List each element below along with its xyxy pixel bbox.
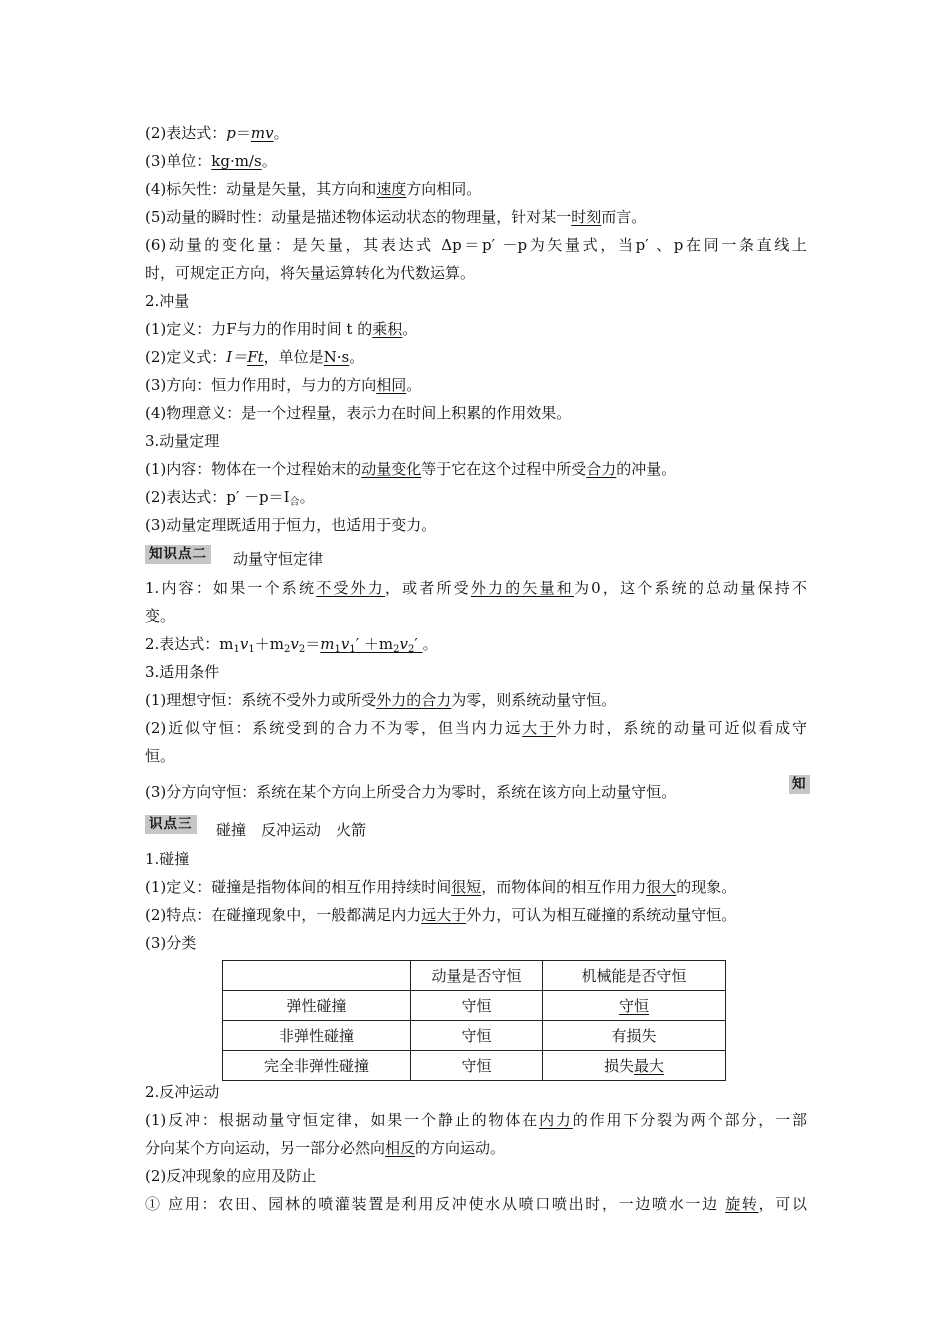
recoil-application-item bbox=[145, 1194, 807, 1214]
momentum-vector-nature bbox=[145, 179, 481, 199]
text: 的冲量。 bbox=[616, 460, 677, 478]
text: 方向相同。 bbox=[406, 180, 482, 198]
item-label: (2)表达式： bbox=[145, 124, 227, 142]
table-cell: 非弹性碰撞 bbox=[223, 1021, 411, 1051]
text: 。 bbox=[299, 488, 315, 506]
subscript: 合 bbox=[289, 497, 300, 508]
var: v bbox=[340, 635, 350, 653]
table-header-cell: 动量是否守恒 bbox=[411, 961, 543, 991]
answer-blank: mv bbox=[250, 124, 274, 142]
table-row bbox=[223, 1021, 726, 1051]
subscript: 2 bbox=[284, 644, 291, 655]
text: (3)方向：恒力作用时，与力的方向 bbox=[145, 376, 377, 394]
answer-blank: 守恒 bbox=[618, 997, 649, 1015]
text: 为零，则系统动量守恒。 bbox=[451, 691, 617, 709]
text: 的作用下分裂为两个部分，一部 bbox=[572, 1111, 807, 1129]
text: 为0，这个系统的总动量保持不 bbox=[574, 579, 807, 597]
subscript: 1 bbox=[233, 644, 240, 655]
recoil-applications: (2)反冲现象的应用及防止 bbox=[145, 1167, 317, 1185]
section-badge-part1: 知 bbox=[789, 775, 810, 794]
table-cell: 完全非弹性碰撞 bbox=[223, 1051, 411, 1081]
text: 。 bbox=[402, 320, 418, 338]
collision-heading: 1.碰撞 bbox=[145, 850, 190, 868]
text: 分向某个方向运动，另一部分必然向 bbox=[145, 1139, 386, 1157]
text: (2)特点：在碰撞现象中，一般都满足内力 bbox=[145, 906, 422, 924]
answer-blank: 外力的合力 bbox=[376, 691, 452, 709]
recoil-definition-line2 bbox=[145, 1138, 505, 1158]
text: (1)反冲：根据动量守恒定律，如果一个静止的物体在 bbox=[145, 1111, 540, 1129]
conservation-expression bbox=[145, 634, 438, 654]
table-cell: 守恒 bbox=[411, 1051, 543, 1081]
formula: I＝ bbox=[226, 348, 248, 366]
text: ，可以 bbox=[758, 1195, 807, 1213]
answer-blank: 最大 bbox=[634, 1057, 665, 1075]
section-badge: 知识点二 bbox=[145, 545, 211, 564]
table-cell bbox=[543, 1051, 726, 1081]
collision-classify: (3)分类 bbox=[145, 934, 197, 952]
period: 。 bbox=[422, 635, 438, 653]
impulse-direction bbox=[145, 375, 421, 395]
theorem-heading: 3.动量定理 bbox=[145, 432, 220, 450]
answer-blank: 时刻 bbox=[571, 208, 602, 226]
conservation-content-line1 bbox=[145, 578, 807, 598]
text: (4)标矢性：动量是矢量，其方向和 bbox=[145, 180, 377, 198]
formula-symbol: p bbox=[226, 124, 236, 142]
subscript: 1 bbox=[248, 644, 255, 655]
answer-blank bbox=[320, 635, 422, 653]
text: (2)表达式：p′ －p＝I bbox=[145, 488, 290, 506]
table-header-cell: 机械能是否守恒 bbox=[543, 961, 726, 991]
answer-blank: 合力 bbox=[586, 460, 617, 478]
answer-blank: N·s bbox=[323, 348, 350, 366]
condition-directional: (3)分方向守恒：系统在某个方向上所受合力为零时，系统在该方向上动量守恒。 bbox=[145, 783, 677, 801]
text: (1)理想守恒：系统不受外力或所受 bbox=[145, 691, 377, 709]
text: 而言。 bbox=[601, 208, 647, 226]
conditions-heading: 3.适用条件 bbox=[145, 663, 220, 681]
subscript: 2 bbox=[298, 644, 306, 655]
section-title: 动量守恒定律 bbox=[233, 550, 324, 568]
text: ＝ bbox=[305, 635, 321, 653]
table-row bbox=[223, 991, 726, 1021]
text: 2.表达式：m bbox=[145, 635, 234, 653]
collision-table bbox=[222, 960, 726, 1081]
subscript: 1 bbox=[334, 644, 341, 655]
period: 。 bbox=[273, 124, 289, 142]
answer-blank: 很大 bbox=[646, 878, 677, 896]
impulse-formula bbox=[145, 347, 364, 367]
table-row bbox=[223, 1051, 726, 1081]
impulse-definition bbox=[145, 319, 417, 339]
text: ′ ＋m bbox=[355, 635, 394, 653]
answer-blank: 很短 bbox=[451, 878, 482, 896]
table-cell: 弹性碰撞 bbox=[223, 991, 411, 1021]
answer-blank: 相反 bbox=[385, 1139, 416, 1157]
text: 。 bbox=[406, 376, 422, 394]
text: ，或者所受 bbox=[384, 579, 471, 597]
text: 的方向运动。 bbox=[415, 1139, 506, 1157]
text: 1.内容：如果一个系统 bbox=[145, 579, 317, 597]
momentum-change-line2: 时，可规定正方向，将矢量运算转化为代数运算。 bbox=[145, 264, 476, 282]
var: v bbox=[290, 635, 299, 653]
answer-blank: 内力 bbox=[539, 1111, 573, 1129]
text: ，而物体间的相互作用力 bbox=[481, 878, 647, 896]
text: (1)定义：力F与力的作用时间 t 的 bbox=[145, 320, 373, 338]
subscript: 2 bbox=[393, 644, 400, 655]
var: v bbox=[399, 635, 408, 653]
momentum-change-line1: (6)动量的变化量：是矢量，其表达式 Δp＝p′ －p为矢量式，当p′ 、p在同一条直线上 bbox=[145, 236, 807, 254]
momentum-unit bbox=[145, 151, 277, 171]
condition-approx-line2: 恒。 bbox=[145, 747, 176, 765]
text: (2)近似守恒：系统受到的合力不为零，但当内力远 bbox=[145, 719, 523, 737]
text: ① 应用：农田、园林的喷灌装置是利用反冲使水从喷口喷出时，一边喷水一边 bbox=[145, 1195, 726, 1213]
section-badge-part2: 识点三 bbox=[145, 815, 197, 834]
subscript: 1 bbox=[349, 644, 356, 655]
text: 外力，可认为相互碰撞的系统动量守恒。 bbox=[466, 906, 737, 924]
collision-definition bbox=[145, 877, 736, 897]
text: ′ bbox=[414, 635, 423, 653]
answer-blank: 速度 bbox=[376, 180, 407, 198]
answer-blank: 旋转 bbox=[725, 1195, 759, 1213]
text: 外力时，系统的动量可近似看成守 bbox=[555, 719, 807, 737]
var: v bbox=[239, 635, 249, 653]
equals-sign: ＝ bbox=[235, 124, 251, 142]
text: 。 bbox=[349, 348, 365, 366]
impulse-meaning: (4)物理意义：是一个过程量，表示力在时间上积累的作用效果。 bbox=[145, 404, 572, 422]
collision-feature bbox=[145, 905, 736, 925]
text: ，单位是 bbox=[263, 348, 324, 366]
answer-blank: 外力的矢量和 bbox=[470, 579, 574, 597]
text: ＋m bbox=[254, 635, 285, 653]
text: 损失 bbox=[603, 1057, 634, 1075]
subscript: 2 bbox=[408, 644, 415, 655]
period: 。 bbox=[261, 152, 277, 170]
momentum-expression bbox=[145, 123, 289, 143]
text: 的现象。 bbox=[676, 878, 737, 896]
condition-approx-line1 bbox=[145, 718, 807, 738]
answer-blank: kg·m/s bbox=[211, 152, 262, 170]
theorem-applicability: (3)动量定理既适用于恒力，也适用于变力。 bbox=[145, 516, 437, 534]
answer-blank: 动量变化 bbox=[361, 460, 422, 478]
momentum-instantaneous bbox=[145, 207, 646, 227]
text: (1)定义：碰撞是指物体间的相互作用持续时间 bbox=[145, 878, 452, 896]
answer-blank: 大于 bbox=[522, 719, 556, 737]
item-label: (3)单位： bbox=[145, 152, 212, 170]
answer-blank: 乘积 bbox=[372, 320, 403, 338]
theorem-content bbox=[145, 459, 676, 479]
impulse-heading: 2.冲量 bbox=[145, 292, 190, 310]
text: (2)定义式： bbox=[145, 348, 227, 366]
answer-blank: 不受外力 bbox=[316, 579, 385, 597]
table-cell: 守恒 bbox=[411, 1021, 543, 1051]
answer-blank: 远大于 bbox=[421, 906, 467, 924]
table-cell bbox=[543, 991, 726, 1021]
table-header-cell bbox=[223, 961, 411, 991]
section-title: 碰撞 反冲运动 火箭 bbox=[216, 821, 367, 839]
answer-blank: Ft bbox=[247, 348, 264, 366]
var: m bbox=[320, 635, 335, 653]
recoil-definition-line1 bbox=[145, 1110, 807, 1130]
theorem-expression bbox=[145, 487, 315, 507]
recoil-heading: 2.反冲运动 bbox=[145, 1083, 220, 1101]
table-cell: 守恒 bbox=[411, 991, 543, 1021]
conservation-content-line2: 变。 bbox=[145, 607, 176, 625]
table-cell: 有损失 bbox=[543, 1021, 726, 1051]
text: (5)动量的瞬时性：动量是描述物体运动状态的物理量，针对某一 bbox=[145, 208, 572, 226]
answer-blank: 相同 bbox=[376, 376, 407, 394]
text: (1)内容：物体在一个过程始末的 bbox=[145, 460, 362, 478]
table-header-row bbox=[223, 961, 726, 991]
condition-ideal bbox=[145, 690, 616, 710]
text: 等于它在这个过程中所受 bbox=[421, 460, 587, 478]
